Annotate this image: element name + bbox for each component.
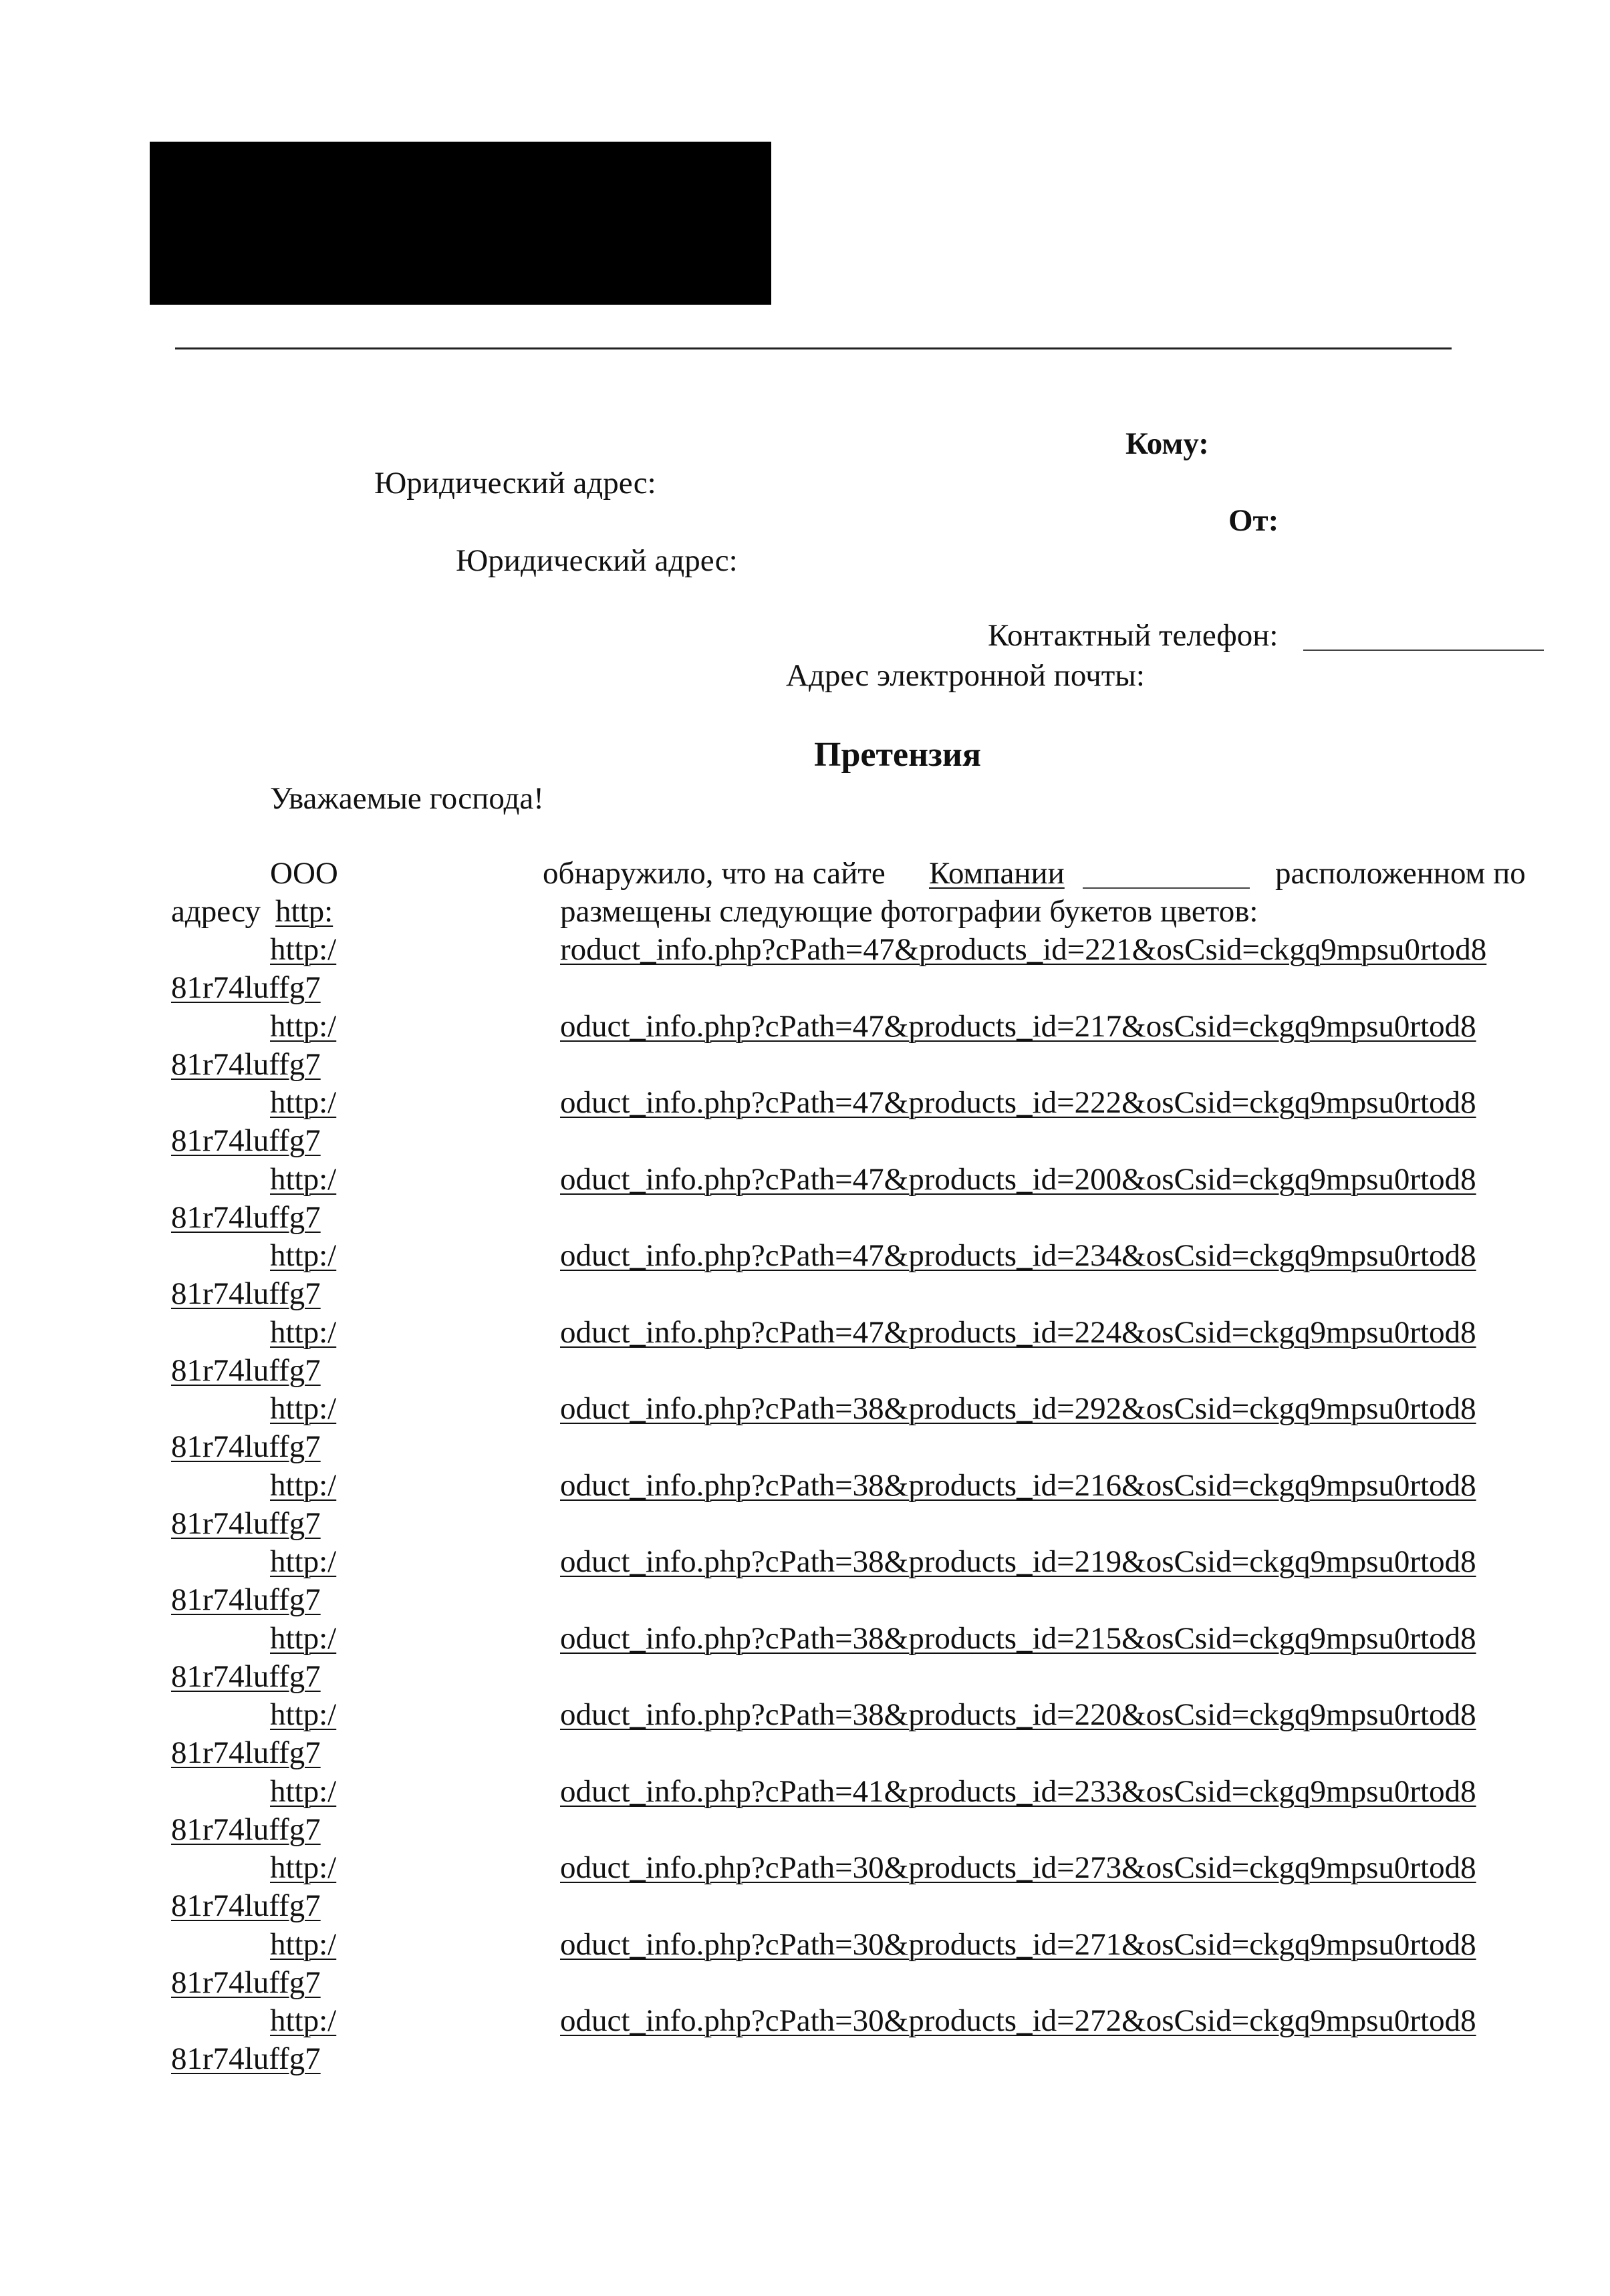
link-prefix[interactable]: http:/ [270, 1621, 337, 1656]
link-path[interactable]: oduct_info.php?cPath=38&products_id=216&osCsid=ckgq9mpsu0rtod8 [560, 1468, 1476, 1503]
link-prefix[interactable]: http:/ [270, 1850, 337, 1885]
link-suffix[interactable]: 81r74luffg7 [171, 1276, 321, 1311]
link-prefix[interactable]: http:/ [270, 1009, 337, 1044]
link-prefix[interactable]: http:/ [270, 1544, 337, 1579]
company-name-blank [1083, 887, 1250, 889]
salutation: Уважаемые господа! [270, 781, 544, 816]
intro-text-1: обнаружило, что на сайте [543, 856, 886, 891]
link-prefix[interactable]: http:/ [270, 1774, 337, 1809]
link-row [0, 1391, 1610, 1467]
link-row [0, 2003, 1610, 2079]
link-prefix[interactable]: http:/ [270, 1238, 337, 1273]
link-suffix[interactable]: 81r74luffg7 [171, 1506, 321, 1541]
link-row [0, 1544, 1610, 1620]
link-row [0, 1620, 1610, 1697]
link-path[interactable]: oduct_info.php?cPath=47&products_id=224&osCsid=ckgq9mpsu0rtod8 [560, 1315, 1476, 1350]
link-row [0, 1314, 1610, 1391]
link-path[interactable]: oduct_info.php?cPath=47&products_id=200&osCsid=ckgq9mpsu0rtod8 [560, 1162, 1476, 1197]
link-path[interactable]: oduct_info.php?cPath=30&products_id=273&osCsid=ckgq9mpsu0rtod8 [560, 1850, 1476, 1885]
link-row [0, 1926, 1610, 2003]
link-suffix[interactable]: 81r74luffg7 [171, 1965, 321, 2000]
link-row [0, 1467, 1610, 1544]
intro-address-label: адресу [171, 894, 261, 929]
link-suffix[interactable]: 81r74luffg7 [171, 2041, 321, 2076]
link-row [0, 1697, 1610, 1773]
link-prefix[interactable]: http:/ [270, 2003, 337, 2038]
link-prefix[interactable]: http:/ [270, 1162, 337, 1197]
link-path[interactable]: oduct_info.php?cPath=38&products_id=292&osCsid=ckgq9mpsu0rtod8 [560, 1391, 1476, 1426]
link-suffix[interactable]: 81r74luffg7 [171, 970, 321, 1005]
link-path[interactable]: oduct_info.php?cPath=47&products_id=217&osCsid=ckgq9mpsu0rtod8 [560, 1009, 1476, 1044]
document-title: Претензия [814, 736, 982, 774]
site-url-link[interactable]: http: [275, 894, 333, 929]
link-prefix[interactable]: http:/ [270, 1391, 337, 1426]
link-suffix[interactable]: 81r74luffg7 [171, 1353, 321, 1388]
link-path[interactable]: oduct_info.php?cPath=47&products_id=234&osCsid=ckgq9mpsu0rtod8 [560, 1238, 1476, 1273]
link-path[interactable]: oduct_info.php?cPath=47&products_id=222&osCsid=ckgq9mpsu0rtod8 [560, 1085, 1476, 1120]
intro-org-prefix: ООО [270, 856, 338, 891]
link-suffix[interactable]: 81r74luffg7 [171, 1582, 321, 1617]
link-suffix[interactable]: 81r74luffg7 [171, 1200, 321, 1235]
header-divider [175, 347, 1452, 349]
link-prefix[interactable]: http:/ [270, 1085, 337, 1120]
to-label: Кому: [1125, 426, 1209, 461]
link-row [0, 1161, 1610, 1238]
link-row [0, 1085, 1610, 1161]
phone-label: Контактный телефон: [988, 618, 1279, 653]
company-link[interactable]: Компании [929, 856, 1065, 891]
link-row [0, 931, 1610, 1008]
link-row [0, 1238, 1610, 1314]
link-row [0, 1008, 1610, 1085]
link-prefix[interactable]: http:/ [270, 1468, 337, 1503]
link-prefix[interactable]: http:/ [270, 1927, 337, 1962]
email-label: Адрес электронной почты: [786, 658, 1145, 693]
link-suffix[interactable]: 81r74luffg7 [171, 1047, 321, 1082]
intro-text-2: расположенном по [1275, 856, 1526, 891]
link-suffix[interactable]: 81r74luffg7 [171, 1888, 321, 1923]
link-prefix[interactable]: http:/ [270, 1315, 337, 1350]
from-label: От: [1228, 503, 1279, 538]
link-suffix[interactable]: 81r74luffg7 [171, 1735, 321, 1770]
link-row [0, 1850, 1610, 1926]
link-path[interactable]: roduct_info.php?cPath=47&products_id=221&osCsid=ckgq9mpsu0rtod8 [560, 932, 1487, 967]
link-path[interactable]: oduct_info.php?cPath=38&products_id=219&osCsid=ckgq9mpsu0rtod8 [560, 1544, 1476, 1579]
phone-blank-line [1303, 650, 1544, 651]
link-path[interactable]: oduct_info.php?cPath=41&products_id=233&osCsid=ckgq9mpsu0rtod8 [560, 1774, 1476, 1809]
link-suffix[interactable]: 81r74luffg7 [171, 1429, 321, 1464]
link-path[interactable]: oduct_info.php?cPath=30&products_id=271&osCsid=ckgq9mpsu0rtod8 [560, 1927, 1476, 1962]
link-suffix[interactable]: 81r74luffg7 [171, 1659, 321, 1694]
redacted-letterhead [150, 142, 771, 305]
intro-text-3: размещены следующие фотографии букетов цветов: [560, 894, 1258, 929]
link-prefix[interactable]: http:/ [270, 932, 337, 967]
link-prefix[interactable]: http:/ [270, 1697, 337, 1732]
link-path[interactable]: oduct_info.php?cPath=38&products_id=220&osCsid=ckgq9mpsu0rtod8 [560, 1697, 1476, 1732]
to-legal-address-label: Юридический адрес: [374, 466, 656, 500]
link-suffix[interactable]: 81r74luffg7 [171, 1123, 321, 1158]
link-path[interactable]: oduct_info.php?cPath=38&products_id=215&osCsid=ckgq9mpsu0rtod8 [560, 1621, 1476, 1656]
link-suffix[interactable]: 81r74luffg7 [171, 1812, 321, 1847]
from-legal-address-label: Юридический адрес: [456, 543, 738, 578]
link-path[interactable]: oduct_info.php?cPath=30&products_id=272&osCsid=ckgq9mpsu0rtod8 [560, 2003, 1476, 2038]
link-row [0, 1773, 1610, 1850]
